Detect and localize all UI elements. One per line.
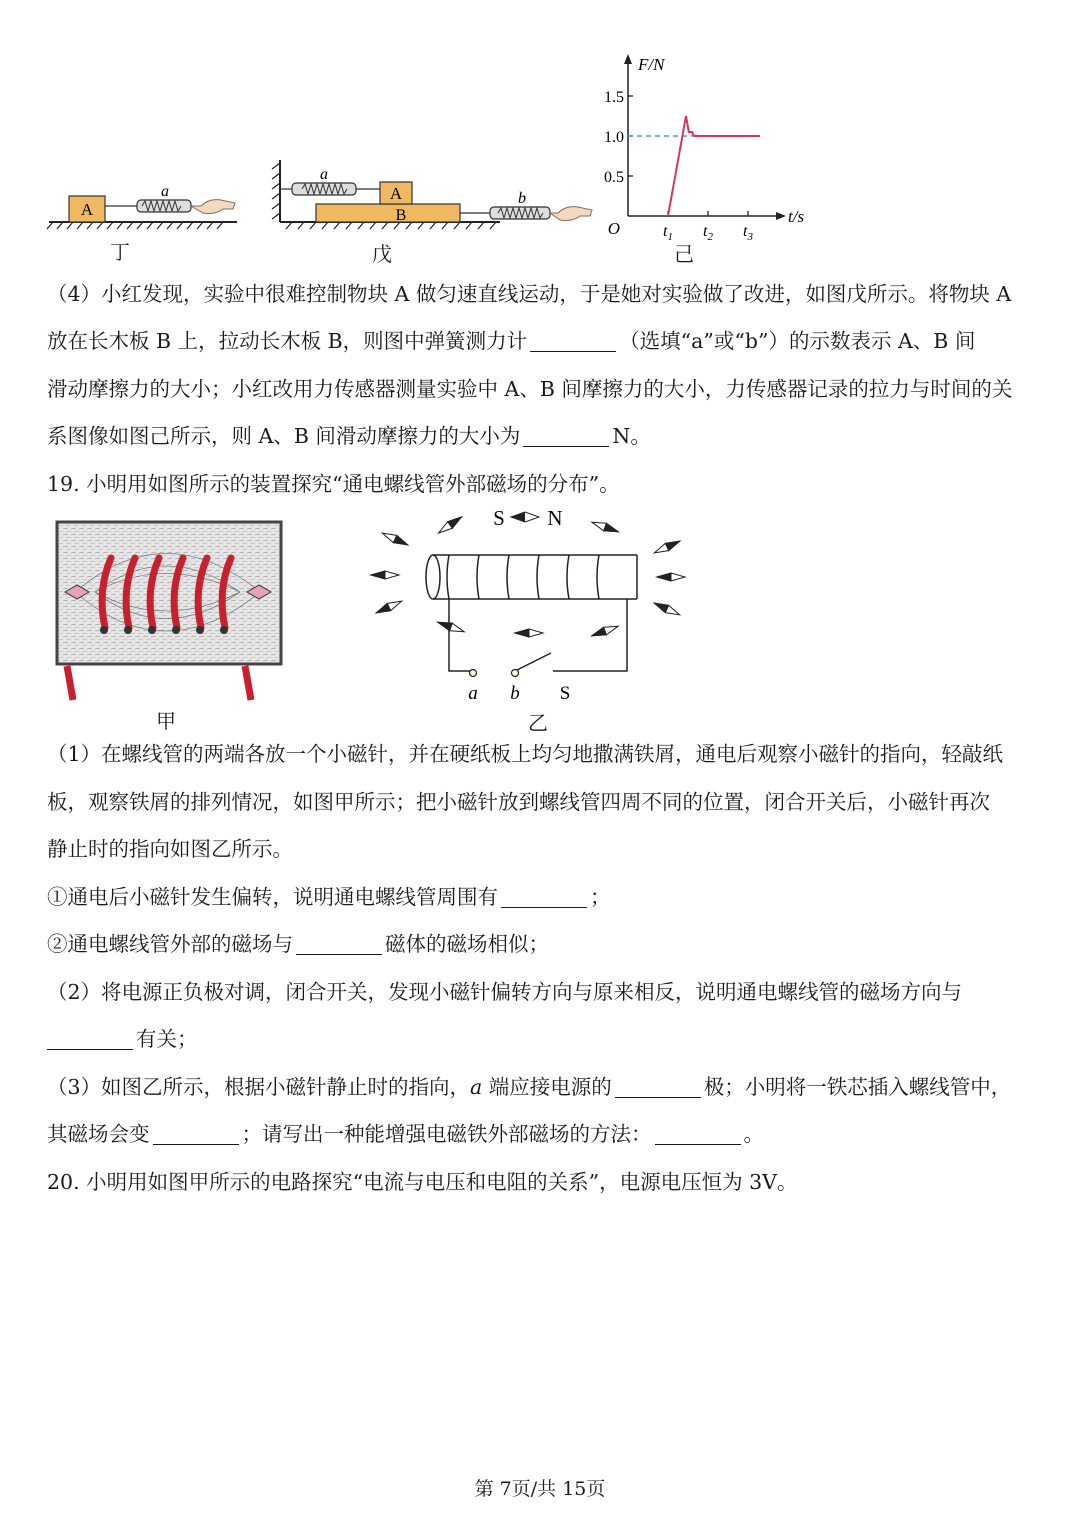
spring-a-label: a [320,166,328,183]
y-tick-label: 1.0 [604,129,624,146]
q4-line-1: （4）小红发现，实验中很难控制物块 A 做匀速直线运动，于是她对实验做了改进，如图戊所示。将物块 A [47,282,1012,306]
y-tick-label: 0.5 [604,169,624,186]
figure-ji-caption: 己 [674,242,694,266]
q19-item-1: ①通电后小磁针发生偏转，说明通电螺线管周围有 ； [47,885,611,909]
figure-jia-caption: 甲 [156,709,176,733]
terminal-b-label: b [510,683,520,704]
block-a-label: A [80,200,94,219]
answer-blank[interactable] [615,1077,701,1098]
q19-p2-line-2: 有关； [47,1025,198,1053]
switch-label: S [559,683,571,704]
answer-blank[interactable] [530,331,616,352]
y-axis-label: F/N [638,55,665,74]
figure-ding-caption: 丁 [110,240,130,264]
answer-blank[interactable] [296,934,382,955]
hand-icon [550,207,592,221]
force-time-series-line [668,116,760,216]
x-tick-label: $t_2$ [703,223,713,243]
y-tick-label: 1.5 [604,89,624,106]
answer-blank[interactable] [523,426,609,447]
page-footer: 第 7页/共 15页 [474,1478,606,1500]
answer-blank[interactable] [47,1029,133,1050]
block-a-label: A [389,184,403,203]
figure-yi-caption: 乙 [528,711,548,735]
x-axis-arrow [776,212,786,220]
figure-ding [45,185,245,260]
pole-s-label: S [493,506,505,530]
x-tick-label: $t_3$ [743,223,753,243]
figure-wu-caption: 戊 [372,242,392,266]
q19-p1-line-2: 板，观察铁屑的排列情况，如图甲所示；把小磁针放到螺线管四周不同的位置，闭合开关后，小磁针再次 [47,790,990,814]
q19-p3-line-1: （3）如图乙所示，根据小磁针静止时的指向，a 端应接电源的 极；小明将一铁芯插入螺线管中， [47,1075,1012,1099]
hand-icon [191,200,235,214]
q19-p3-line-2: 其磁场会变 ；请写出一种能增强电磁铁外部磁场的方法： 。 [47,1122,764,1146]
figure-jia-photo [55,520,285,705]
q19-p1-line-3: 静止时的指向如图乙所示。 [47,837,293,861]
q19-item-2: ②通电螺线管外部的磁场与 磁体的磁场相似； [47,932,549,956]
answer-blank[interactable] [501,887,587,908]
origin-label: O [607,219,620,238]
q4-line-2: 放在长木板 B 上，拉动长木板 B，则图中弹簧测力计 （选填“a”或“b”）的示数表示 A、B 间 [47,329,976,353]
q19-title: 19. 小明用如图所示的装置探究“通电螺线管外部磁场的分布”。 [47,472,620,496]
q20-title: 20. 小明用如图甲所示的电路探究“电流与电压和电阻的关系”，电源电压恒为 3V。 [47,1170,798,1194]
figure-yi-diagram [365,505,705,705]
board-b [316,204,460,222]
figure-wu [268,155,598,245]
spring-a-label: a [161,183,169,200]
q4-line-3: 滑动摩擦力的大小；小红改用力传感器测量实验中 A、B 间摩擦力的大小，力传感器记录的拉力与时间的关 [47,377,1013,401]
terminal-a [470,670,477,677]
y-axis-arrow [624,54,632,64]
answer-blank[interactable] [655,1124,741,1145]
x-tick-label: $t_1$ [663,223,673,243]
figure-ji-chart [590,50,820,250]
q19-p2-line-1: （2）将电源正负极对调，闭合开关，发现小磁针偏转方向与原来相反，说明通电螺线管的磁场方向与 [47,980,963,1004]
answer-blank[interactable] [153,1124,239,1145]
terminal-b [512,670,519,677]
x-axis-label: t/s [788,207,805,226]
spring-b-label: b [518,190,526,207]
board-b-label: B [395,207,407,224]
terminal-a-label: a [468,683,478,704]
q4-line-4: 系图像如图己所示，则 A、B 间滑动摩擦力的大小为 N。 [47,424,651,448]
pole-n-label: N [547,506,563,530]
q19-p1-line-1: （1）在螺线管的两端各放一个小磁针，并在硬纸板上均匀地撒满铁屑，通电后观察小磁针的指向，轻敲纸 [47,742,1004,766]
